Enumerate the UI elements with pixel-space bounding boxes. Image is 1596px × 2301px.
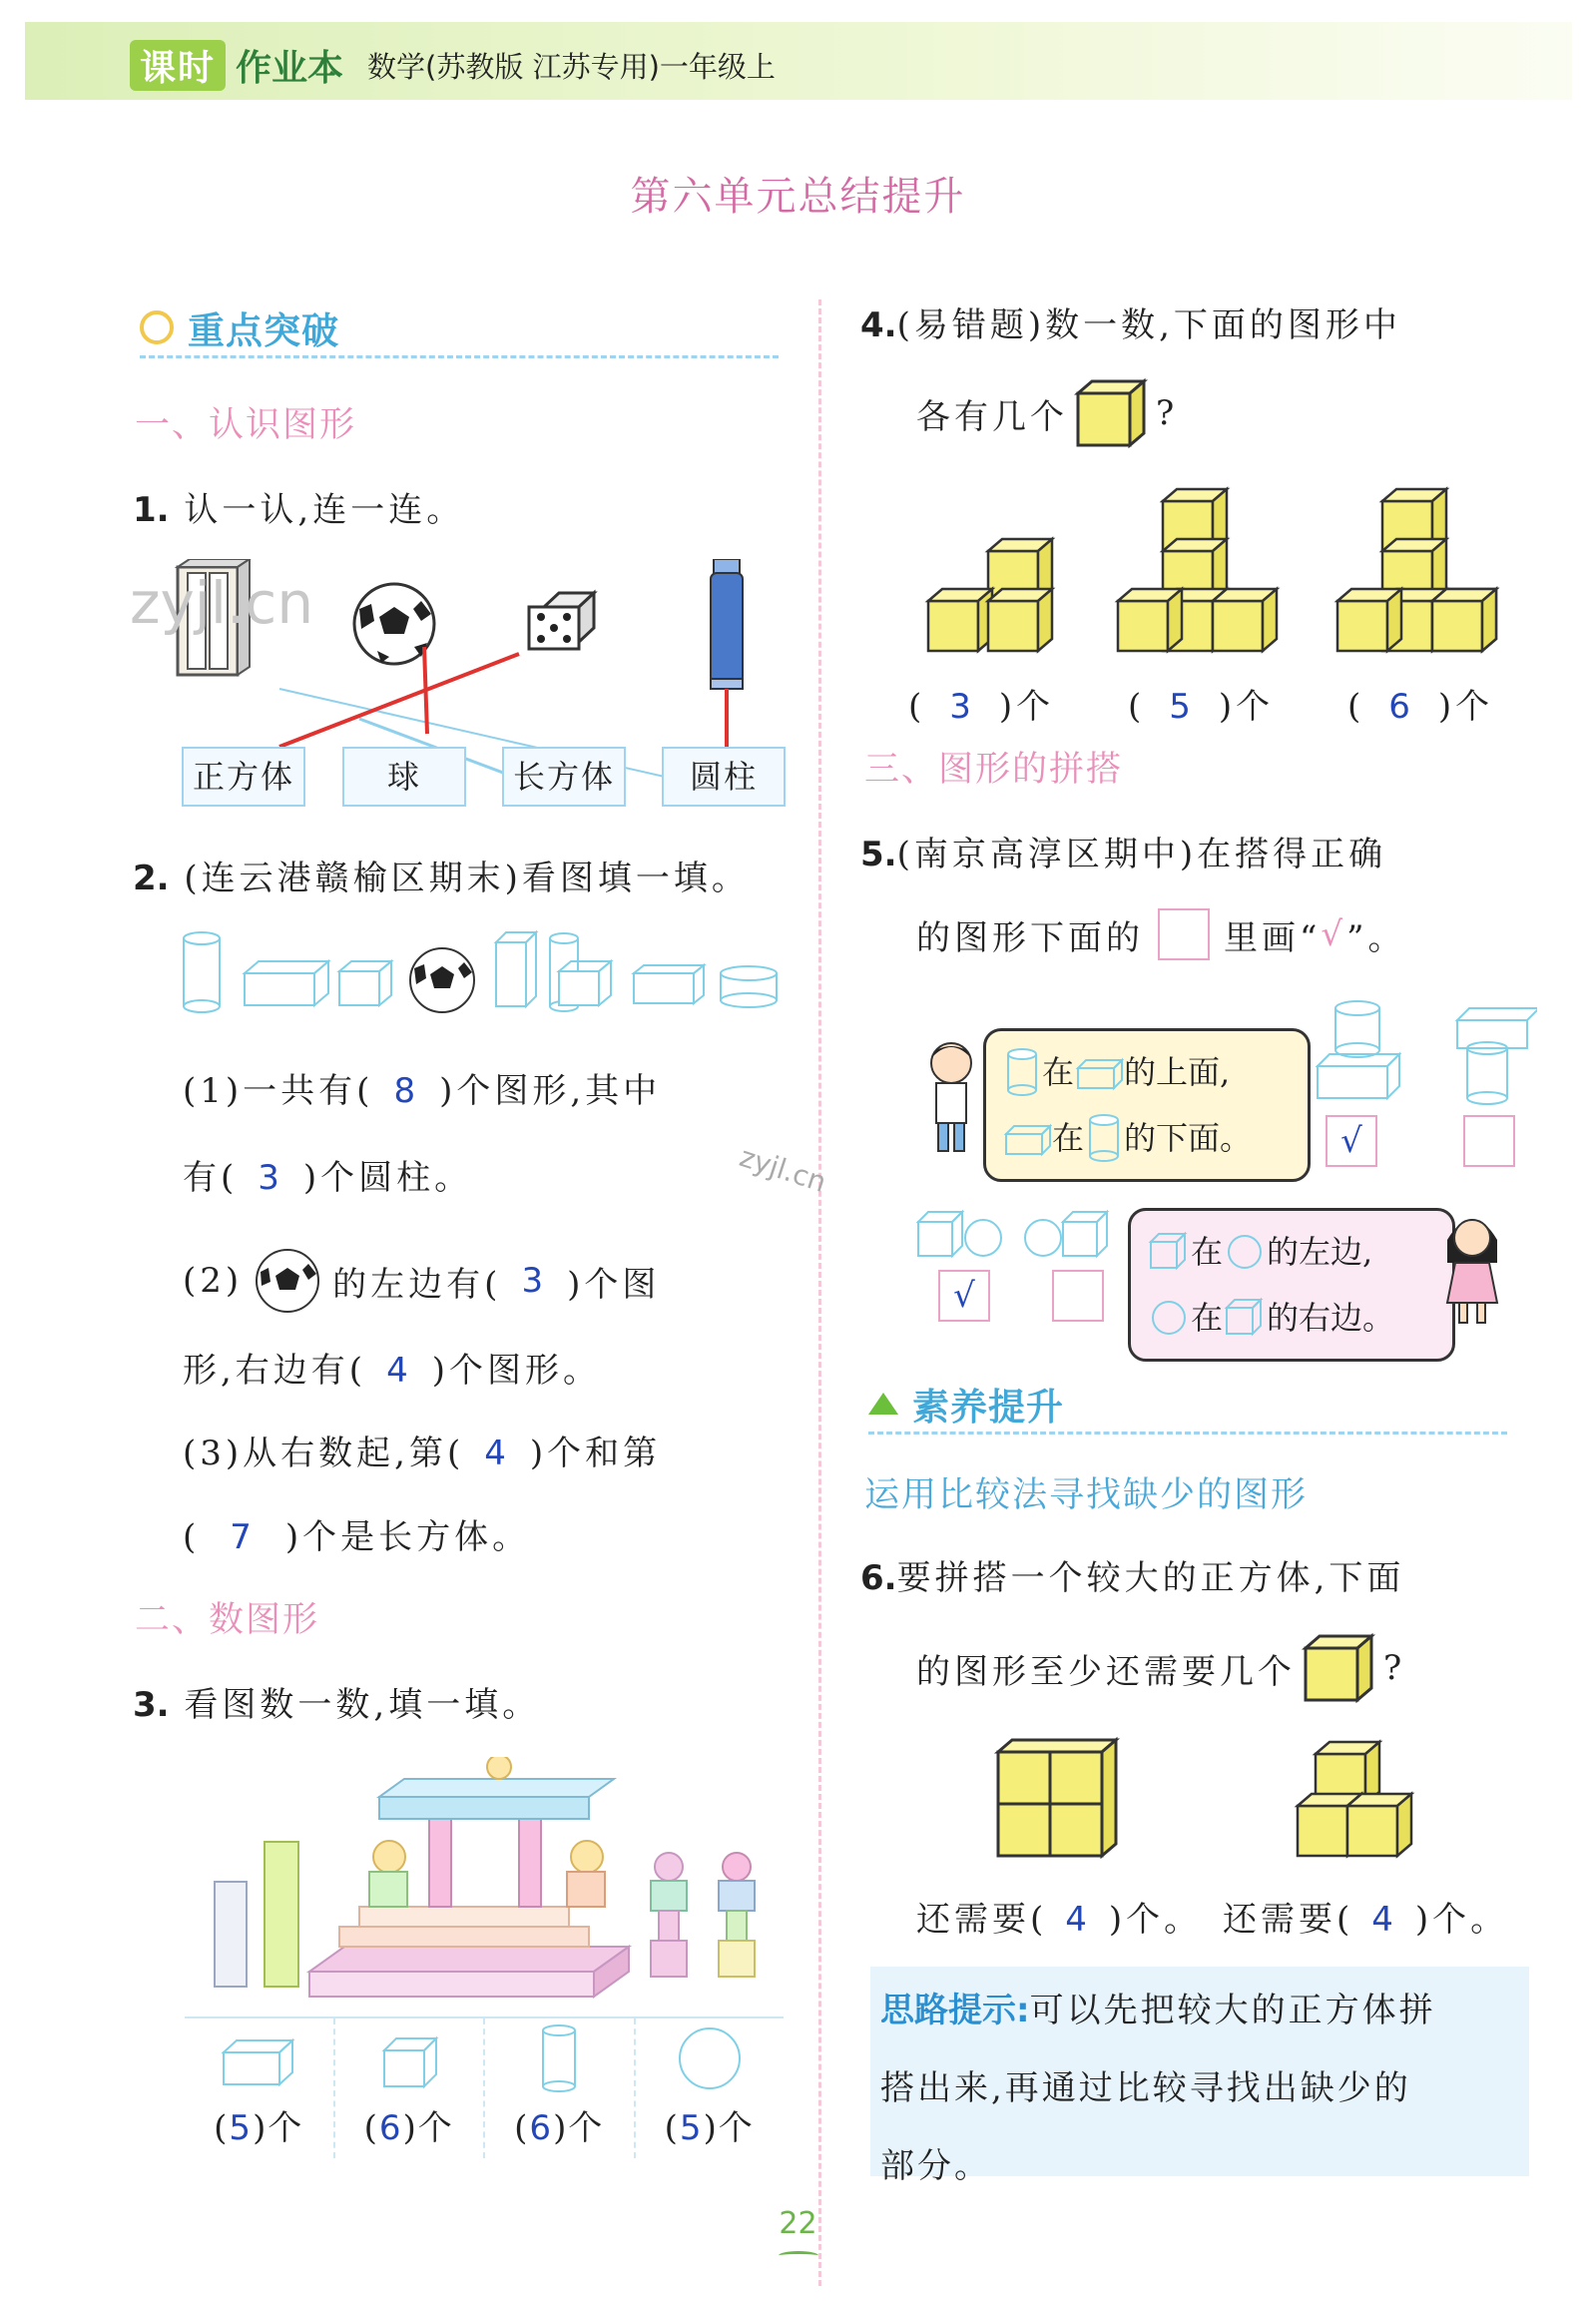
q5-bubble-2: 在 的左边, 在 的右边。 xyxy=(1128,1208,1455,1362)
q2-answer-cylinders: 3 xyxy=(258,1158,283,1198)
q2-number: 2. xyxy=(133,859,170,898)
cylinder-icon-small xyxy=(1002,1044,1042,1100)
yellow-cube-icon xyxy=(1302,1632,1377,1704)
book-icon xyxy=(779,2251,818,2260)
arrow-up-icon xyxy=(868,1393,898,1415)
q3-cell-cube: (6)个 xyxy=(335,2018,486,2158)
boy-character-icon xyxy=(916,1038,986,1158)
q3-cell-cylinder: (6)个 xyxy=(485,2018,636,2158)
q4-cube-stacks xyxy=(918,479,1517,669)
q5-box-icon xyxy=(1158,908,1210,960)
q4-stack-c xyxy=(1337,489,1496,651)
q5-checkbox-2a[interactable]: √ xyxy=(938,1270,990,1322)
q2-answer-pos2: 7 xyxy=(230,1517,256,1557)
q5-option-figures-1 xyxy=(1308,998,1537,1108)
section-up-header xyxy=(868,1376,1507,1435)
thermos-icon xyxy=(711,559,743,689)
q6-line1: 6.要拼搭一个较大的正方体,下面 xyxy=(860,1558,1405,1598)
q5-line2: 的图形下面的 里画“ √ ”。 xyxy=(916,908,1405,960)
q1-text xyxy=(133,482,464,531)
q6-figure-b xyxy=(1298,1742,1411,1856)
method-title: 运用比较法寻找缺少的图形 xyxy=(864,1475,1309,1515)
unit-title: 第六单元总结提升 xyxy=(630,174,966,220)
q2-answer-right: 4 xyxy=(386,1351,412,1391)
watermark: zyjl.cn xyxy=(130,569,314,637)
q2-part2-line1: (2) 的左边有( 3 )个图 xyxy=(183,1246,660,1316)
part2-title: 二、数图形 xyxy=(135,1600,320,1640)
q4-answer-a: ( 3 )个 xyxy=(908,687,1055,727)
cylinder-icon xyxy=(519,2022,599,2094)
q2-part1-line2: 有( 3 )个圆柱。 xyxy=(183,1158,473,1198)
q1-prompt: 认一认,连一连。 xyxy=(184,490,465,530)
q3-building-blocks xyxy=(200,1757,779,2007)
q3-answer-table xyxy=(185,2016,784,2158)
q2-part1-line1: (1)一共有( 8 )个图形,其中 xyxy=(183,1071,662,1111)
q3-number: 3. xyxy=(133,1685,170,1725)
section-key-title: 重点突破 xyxy=(188,309,339,352)
q3-prompt: 看图数一数,填一填。 xyxy=(184,1685,541,1725)
q2-figures-row xyxy=(175,928,794,1018)
q4-stack-a xyxy=(928,539,1052,651)
book-title: 数学(苏教版 江苏专用)一年级上 xyxy=(367,49,776,84)
q2-answer-left: 3 xyxy=(521,1261,548,1301)
q5-checkbox-1b[interactable] xyxy=(1463,1115,1515,1167)
q4-answer-c: ( 6 )个 xyxy=(1347,687,1494,727)
q1-number: 1. xyxy=(133,490,170,530)
q5-option-figures-2 xyxy=(913,1208,1123,1268)
q6-figure-a xyxy=(998,1740,1116,1856)
target-icon xyxy=(140,310,174,344)
sphere-icon-small xyxy=(1147,1296,1191,1340)
q2-answer-pos1: 4 xyxy=(484,1434,510,1473)
q6-line2: 的图形至少还需要几个 ? xyxy=(916,1632,1405,1704)
hint-text: 思路提示:可以先把较大的正方体拼 搭出来,再通过比较寻找出缺少的 部分。 xyxy=(880,1991,1436,2186)
q3-answer-cuboid: 5 xyxy=(229,2108,254,2148)
q5-check-mark: √ xyxy=(1321,914,1347,954)
q3-cell-cuboid: (5)个 xyxy=(185,2018,335,2158)
q2-answer-total: 8 xyxy=(393,1071,420,1111)
part1-title: 一、认识图形 xyxy=(135,405,357,445)
q2-part3-line1: (3)从右数起,第( 4 )个和第 xyxy=(183,1434,662,1473)
q6-number: 6. xyxy=(860,1558,897,1598)
header xyxy=(130,40,776,90)
q1-label-cylinder: 圆柱 xyxy=(662,747,786,807)
cuboid-icon-small xyxy=(1002,1118,1052,1158)
q2-part2-line2: 形,右边有( 4 )个图形。 xyxy=(183,1351,601,1391)
cuboid-icon-small xyxy=(1074,1052,1124,1092)
dice-icon xyxy=(529,593,594,649)
q3-answer-cube: 6 xyxy=(378,2108,403,2148)
q1-label-cuboid: 长方体 xyxy=(502,747,626,807)
q3-answer-sphere: 5 xyxy=(679,2108,704,2148)
q5-line1: 5.(南京高淳区期中)在搭得正确 xyxy=(860,835,1387,874)
girl-character-icon xyxy=(1437,1208,1507,1328)
q4-number: 4. xyxy=(860,305,897,345)
q5-bubble-1: 在 的上面, 在 的下面。 xyxy=(983,1028,1311,1182)
brand-logo: 课时 xyxy=(130,40,226,91)
part3-title: 三、图形的拼搭 xyxy=(864,750,1124,790)
q4-line2: 各有几个 ? xyxy=(916,377,1178,449)
section-key-header xyxy=(140,299,779,358)
q5-checkbox-2b[interactable] xyxy=(1052,1270,1104,1322)
q2-text xyxy=(133,851,750,899)
section-up-title: 素养提升 xyxy=(912,1386,1064,1429)
soccer-ball-icon xyxy=(354,584,434,664)
soccer-ball-icon-small xyxy=(253,1246,322,1316)
q3-cell-sphere: (5)个 xyxy=(636,2018,785,2158)
q6-answer-b: 还需要( 4 )个。 xyxy=(1223,1900,1509,1940)
q1-label-sphere: 球 xyxy=(342,747,466,807)
cube-icon-small xyxy=(1147,1230,1191,1274)
q2-part3-line2: ( 7 )个是长方体。 xyxy=(183,1517,531,1557)
q1-label-cube: 正方体 xyxy=(182,747,305,807)
q6-cube-figures xyxy=(988,1732,1467,1872)
soccer-ball-icon-q2 xyxy=(410,948,474,1012)
q4-line1: 4.(易错题)数一数,下面的图形中 xyxy=(860,305,1401,345)
q4-answer-b: ( 5 )个 xyxy=(1128,687,1275,727)
q3-answer-cylinder: 6 xyxy=(529,2108,554,2148)
cube-icon-small xyxy=(1223,1296,1267,1340)
q2-prompt: (连云港赣榆区期末)看图填一填。 xyxy=(184,859,750,898)
cuboid-icon xyxy=(219,2030,298,2090)
sphere-icon xyxy=(670,2022,750,2094)
page-number: 22 xyxy=(779,2206,817,2241)
sphere-icon-small xyxy=(1223,1230,1267,1274)
brand-name: 作业本 xyxy=(236,47,344,89)
q6-answer-a: 还需要( 4 )个。 xyxy=(916,1900,1203,1940)
cube-icon xyxy=(369,2030,449,2090)
column-divider xyxy=(818,299,821,2286)
yellow-cube-icon xyxy=(1074,377,1150,449)
q5-number: 5. xyxy=(860,835,897,874)
hint-label: 思路提示: xyxy=(880,1991,1030,2030)
cylinder-icon-small xyxy=(1084,1110,1124,1166)
q4-stack-b xyxy=(1118,489,1277,651)
watermark-small: zyjl.cn xyxy=(736,1140,830,1199)
q3-text xyxy=(133,1677,540,1726)
q5-checkbox-1a[interactable]: √ xyxy=(1326,1115,1377,1167)
